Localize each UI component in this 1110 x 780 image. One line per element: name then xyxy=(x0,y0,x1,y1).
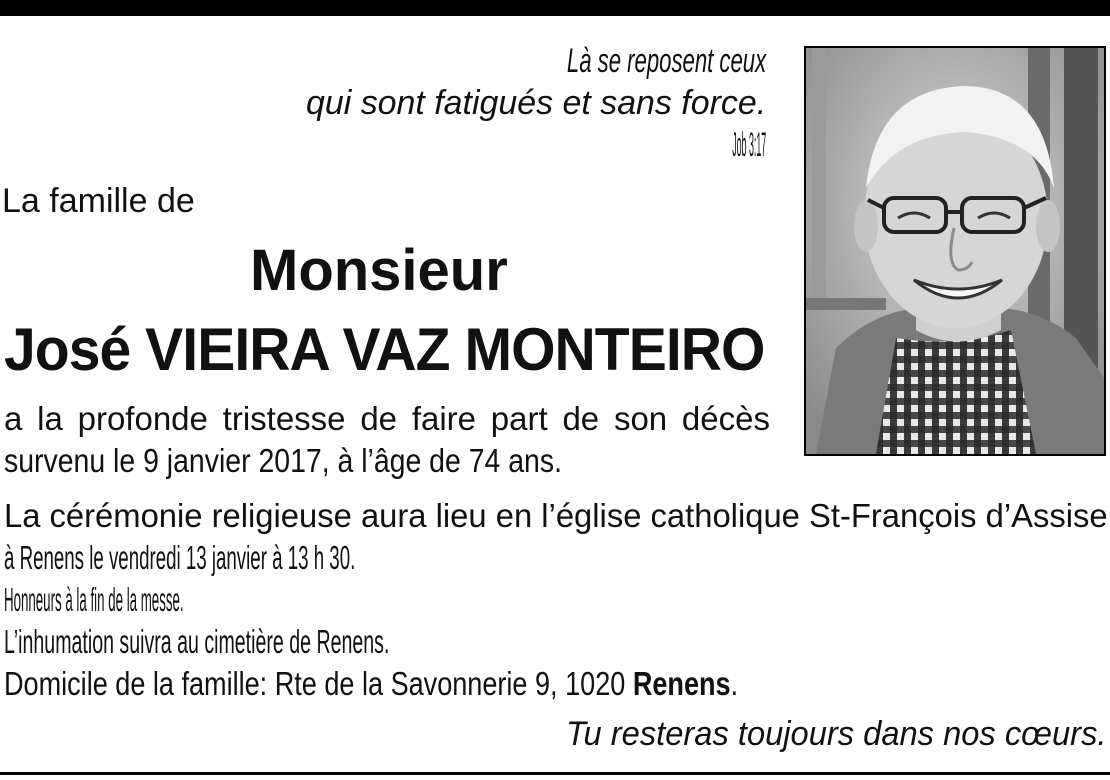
verse-line-1: Là se reposent ceux xyxy=(566,42,766,80)
portrait-illustration xyxy=(806,48,1104,454)
bible-verse xyxy=(305,40,766,166)
ceremony-line-2: à Renens le vendredi 13 janvier à 13 h 30. xyxy=(4,539,356,576)
burial-line: L’inhumation suivra au cimetière de Renens. xyxy=(4,623,390,660)
top-rule xyxy=(0,0,1110,16)
domicile-address: Domicile de la famille: Rte de la Savonnerie 9, 1020 xyxy=(4,665,633,702)
verse-line-2: qui sont fatigués et sans force. xyxy=(305,84,766,122)
family-intro: La famille de xyxy=(2,182,195,220)
domicile-town: Renens xyxy=(632,665,731,702)
honours-line: Honneurs à la fin de la messe. xyxy=(4,581,184,618)
deceased-name: José VIEIRA VAZ MONTEIRO xyxy=(4,316,765,383)
portrait-photo xyxy=(804,46,1106,456)
ceremony-line-1: La cérémonie religieuse aura lieu en l’église catholique St-François d’Assise xyxy=(4,497,1108,534)
announcement-line-1: a la profonde tristesse de faire part de son décès xyxy=(4,400,770,437)
deceased-title: Monsieur xyxy=(250,238,508,303)
ceremony-details xyxy=(4,495,1110,705)
bottom-rule xyxy=(0,772,1110,775)
domicile-line xyxy=(4,663,916,705)
verse-reference: Job 3:17 xyxy=(732,126,766,164)
announcement xyxy=(4,398,770,482)
closing-line: Tu resteras toujours dans nos cœurs. xyxy=(565,715,1106,753)
domicile-suffix: . xyxy=(730,665,739,702)
announcement-line-2: survenu le 9 janvier 2017, à l’âge de 74 ans. xyxy=(4,442,562,479)
